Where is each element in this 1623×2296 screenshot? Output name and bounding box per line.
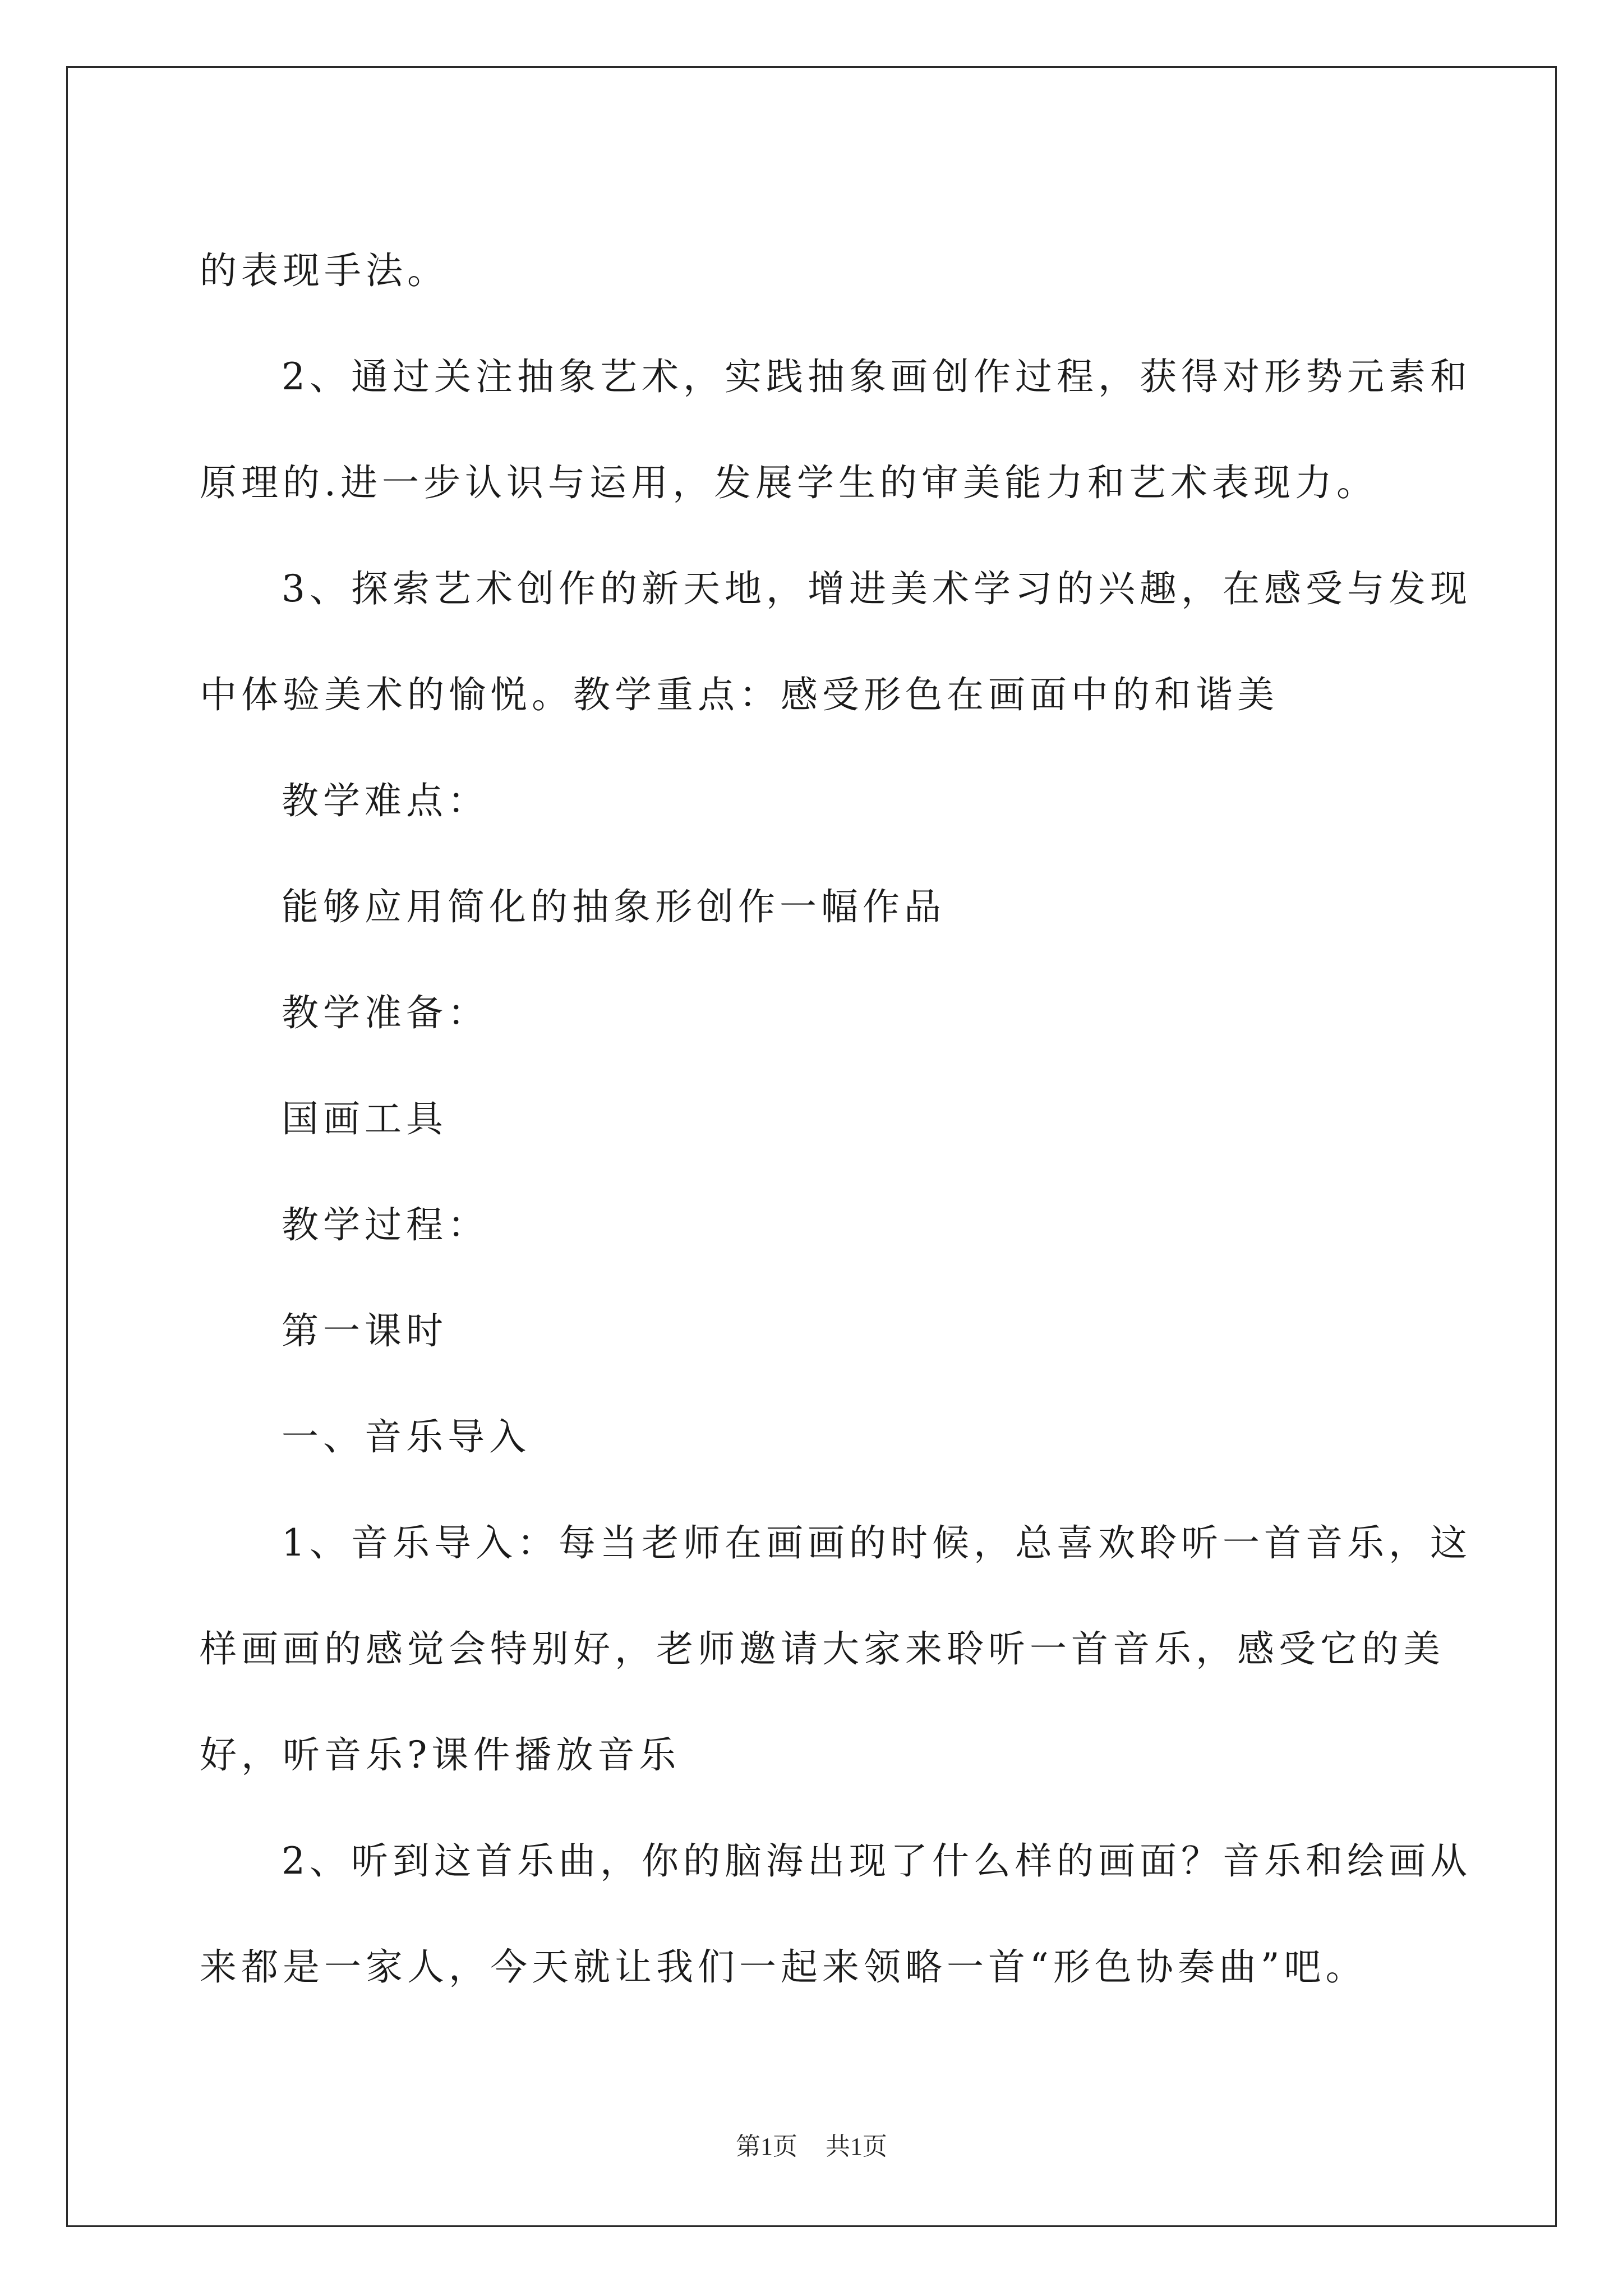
page-footer	[0, 2126, 1623, 2162]
text-line: 2、通过关注抽象艺术，实践抽象画创作过程，获得对形势元素和	[282, 355, 1472, 398]
text-line: 教学难点：	[282, 779, 489, 822]
text-line: 中体验美术的愉悦。教学重点：感受形色在画面中的和谐美	[200, 673, 1279, 716]
text-line: 的表现手法。	[200, 249, 449, 292]
text-line: 教学过程：	[282, 1203, 489, 1246]
text-line: 能够应用简化的抽象形创作一幅作品	[282, 885, 946, 928]
page-number-total: 共1页	[826, 2133, 887, 2160]
text-line: 第一课时	[282, 1309, 448, 1352]
text-line: 国画工具	[282, 1097, 448, 1140]
text-line: 原理的.进一步认识与运用，发展学生的审美能力和艺术表现力。	[200, 461, 1378, 504]
text-line: 一、音乐导入	[282, 1415, 531, 1458]
text-line: 样画画的感觉会特别好，老师邀请大家来聆听一首音乐，感受它的美	[200, 1627, 1445, 1671]
text-line: 2、听到这首乐曲，你的脑海出现了什么样的画面？音乐和绘画从	[282, 1839, 1472, 1883]
text-line: 教学准备：	[282, 991, 489, 1034]
document-body	[200, 218, 1472, 2020]
text-line: 好，听音乐?课件播放音乐	[200, 1733, 681, 1777]
text-line: 1、音乐导入：每当老师在画画的时候，总喜欢聆听一首音乐，这	[282, 1521, 1472, 1565]
page-number-current: 第1页	[736, 2133, 797, 2160]
text-line: 来都是一家人，今天就让我们一起来领略一首“形色协奏曲”吧。	[200, 1945, 1367, 1989]
text-line: 3、探索艺术创作的新天地，增进美术学习的兴趣，在感受与发现	[282, 567, 1472, 610]
